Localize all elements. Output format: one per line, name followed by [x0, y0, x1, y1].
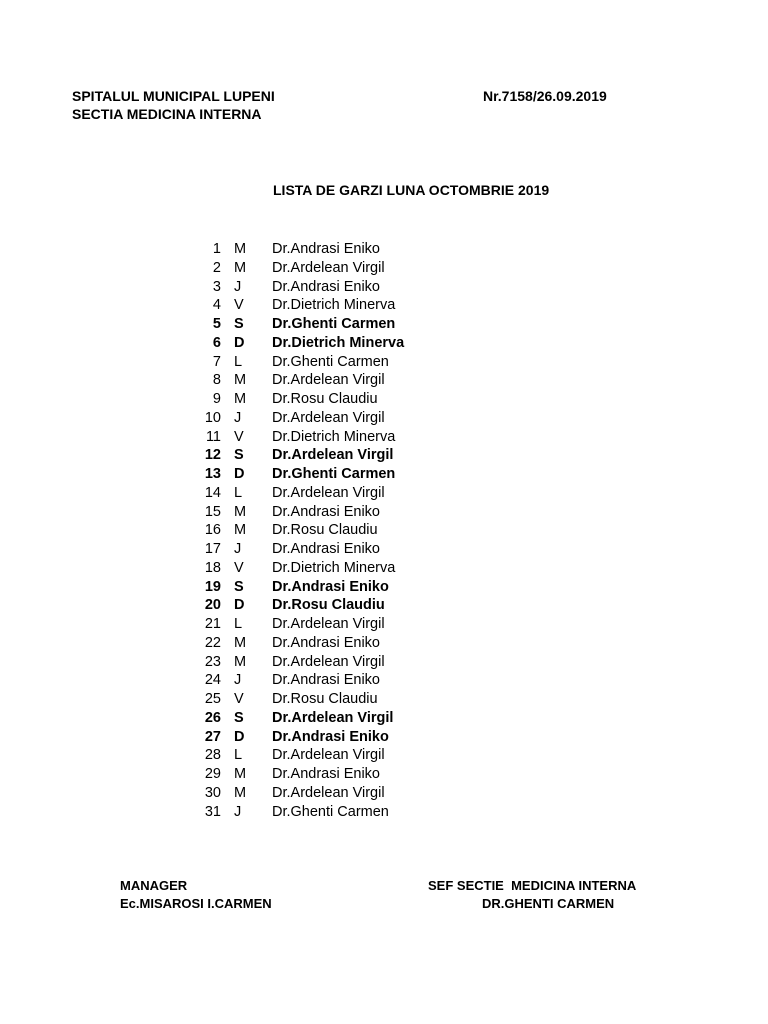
roster-row [190, 409, 490, 428]
roster-day-number: 17 [204, 541, 221, 557]
roster-day-number: 8 [212, 372, 221, 389]
roster-row [190, 634, 490, 653]
roster-doctor-name: Dr.Ghenti Carmen [272, 353, 389, 370]
roster-row [190, 446, 490, 465]
roster-row [190, 278, 490, 297]
roster-day-number: 7 [212, 353, 221, 370]
roster-doctor-name: Dr.Ardelean Virgil [272, 409, 385, 426]
roster-doctor-name: Dr.Ardelean Virgil [272, 784, 385, 801]
roster-row [190, 559, 490, 578]
roster-day-number: 19 [204, 578, 221, 595]
roster-row [190, 353, 490, 372]
roster-doctor-name: Dr.Ghenti Carmen [272, 316, 396, 332]
roster-row [190, 296, 490, 315]
roster-doctor-name: Dr.Rosu Claudiu [272, 522, 378, 539]
roster-weekday: V [234, 428, 244, 445]
roster-weekday: L [234, 353, 243, 370]
roster-row [190, 690, 490, 709]
roster-weekday: M [234, 522, 247, 539]
roster-weekday: M [234, 634, 247, 651]
department-name: SECTIA MEDICINA INTERNA [72, 106, 262, 122]
roster-day-number: 12 [204, 447, 221, 464]
roster-doctor-name: Dr.Ardelean Virgil [272, 372, 385, 389]
roster-doctor-name: Dr.Andrasi Eniko [272, 578, 389, 595]
roster-doctor-name: Dr.Ardelean Virgil [272, 484, 385, 501]
roster-weekday: L [234, 484, 243, 501]
roster-doctor-name: Dr.Andrasi Eniko [272, 503, 380, 520]
roster-row [190, 784, 490, 803]
roster-doctor-name: Dr.Andrasi Eniko [272, 278, 380, 295]
roster-doctor-name: Dr.Dietrich Minerva [272, 334, 405, 351]
section-head-name: DR.GHENTI CARMEN [482, 896, 615, 911]
roster-row [190, 503, 490, 522]
roster-weekday: D [234, 466, 245, 482]
roster-doctor-name: Dr.Andrasi Eniko [272, 634, 380, 651]
roster-doctor-name: Dr.Andrasi Eniko [272, 672, 380, 689]
roster-day-number: 31 [204, 803, 221, 820]
roster-day-number: 24 [204, 672, 221, 689]
roster-weekday: S [234, 709, 244, 726]
roster-row [190, 259, 490, 278]
roster-doctor-name: Dr.Andrasi Eniko [272, 541, 380, 557]
document-number: Nr.7158/26.09.2019 [483, 88, 607, 104]
section-head-title: SEF SECTIE MEDICINA INTERNA [428, 878, 637, 893]
roster-row [190, 315, 490, 334]
roster-doctor-name: Dr.Dietrich Minerva [272, 559, 396, 576]
roster-day-number: 1 [212, 241, 221, 257]
roster-weekday: S [234, 578, 244, 595]
roster-weekday: M [234, 503, 247, 520]
roster-doctor-name: Dr.Ardelean Virgil [272, 653, 385, 670]
roster-doctor-name: Dr.Ardelean Virgil [272, 259, 385, 276]
roster-row [190, 578, 490, 597]
roster-row [190, 803, 490, 822]
roster-row [190, 371, 490, 390]
roster-weekday: V [234, 691, 244, 707]
roster-day-number: 2 [212, 259, 221, 276]
roster-day-number: 29 [204, 766, 221, 782]
roster-doctor-name: Dr.Ardelean Virgil [272, 747, 385, 764]
roster-day-number: 14 [204, 484, 221, 501]
roster-day-number: 25 [204, 691, 221, 707]
roster-row [190, 596, 490, 615]
roster-weekday: M [234, 784, 247, 801]
page-title: LISTA DE GARZI LUNA OCTOMBRIE 2019 [273, 182, 550, 198]
manager-name: Ec.MISAROSI I.CARMEN [120, 896, 272, 911]
roster-row [190, 521, 490, 540]
roster-doctor-name: Dr.Ardelean Virgil [272, 447, 394, 464]
roster-day-number: 18 [204, 559, 221, 576]
roster-weekday: S [234, 316, 244, 332]
roster-doctor-name: Dr.Rosu Claudiu [272, 391, 378, 407]
roster-row [190, 240, 490, 259]
manager-title: MANAGER [120, 878, 188, 893]
roster-day-number: 28 [204, 747, 221, 764]
roster-weekday: M [234, 766, 247, 782]
roster-day-number: 4 [212, 297, 221, 314]
roster-day-number: 22 [204, 634, 221, 651]
roster-row [190, 428, 490, 447]
roster-weekday: M [234, 241, 247, 257]
roster-weekday: M [234, 372, 247, 389]
roster-day-number: 6 [212, 334, 221, 351]
roster-weekday: V [234, 297, 244, 314]
roster-row [190, 709, 490, 728]
roster-row [190, 746, 490, 765]
roster-day-number: 16 [204, 522, 221, 539]
roster-weekday: D [234, 334, 245, 351]
roster-doctor-name: Dr.Andrasi Eniko [272, 766, 380, 782]
roster-weekday: J [234, 672, 242, 689]
roster-weekday: V [234, 559, 244, 576]
roster-day-number: 30 [204, 784, 221, 801]
roster-weekday: D [234, 728, 245, 745]
roster-doctor-name: Dr.Ardelean Virgil [272, 616, 385, 632]
roster-row [190, 615, 490, 634]
roster-day-number: 15 [204, 503, 221, 520]
roster-doctor-name: Dr.Ghenti Carmen [272, 466, 396, 482]
roster-day-number: 9 [212, 391, 221, 407]
roster-weekday: J [234, 803, 242, 820]
roster-day-number: 3 [212, 278, 221, 295]
roster-row [190, 390, 490, 409]
roster-row [190, 653, 490, 672]
roster-doctor-name: Dr.Ghenti Carmen [272, 803, 389, 820]
roster-row [190, 484, 490, 503]
roster-row [190, 765, 490, 784]
roster-weekday: J [234, 278, 242, 295]
roster-day-number: 10 [204, 409, 221, 426]
roster-weekday: M [234, 653, 247, 670]
roster-weekday: L [234, 616, 243, 632]
roster-row [190, 671, 490, 690]
roster-weekday: J [234, 409, 242, 426]
roster-row [190, 465, 490, 484]
roster-row [190, 334, 490, 353]
roster-weekday: M [234, 391, 247, 407]
roster-row [190, 728, 490, 747]
roster-doctor-name: Dr.Andrasi Eniko [272, 728, 389, 745]
roster-day-number: 23 [204, 653, 221, 670]
roster-doctor-name: Dr.Rosu Claudiu [272, 691, 378, 707]
roster-row [190, 540, 490, 559]
roster-day-number: 26 [204, 709, 221, 726]
roster-doctor-name: Dr.Dietrich Minerva [272, 297, 396, 314]
roster-day-number: 5 [212, 316, 221, 332]
roster-weekday: D [234, 597, 245, 614]
roster-day-number: 13 [204, 466, 221, 482]
hospital-name: SPITALUL MUNICIPAL LUPENI [72, 88, 275, 104]
roster-doctor-name: Dr.Dietrich Minerva [272, 428, 396, 445]
roster-weekday: S [234, 447, 244, 464]
roster-day-number: 20 [204, 597, 221, 614]
roster-doctor-name: Dr.Andrasi Eniko [272, 241, 380, 257]
roster-doctor-name: Dr.Ardelean Virgil [272, 709, 394, 726]
roster-weekday: M [234, 259, 247, 276]
roster-day-number: 11 [205, 428, 221, 445]
roster-doctor-name: Dr.Rosu Claudiu [272, 597, 385, 614]
duty-roster-list [190, 240, 490, 821]
roster-weekday: J [234, 541, 242, 557]
roster-day-number: 27 [204, 728, 221, 745]
roster-day-number: 21 [204, 616, 221, 632]
roster-weekday: L [234, 747, 243, 764]
